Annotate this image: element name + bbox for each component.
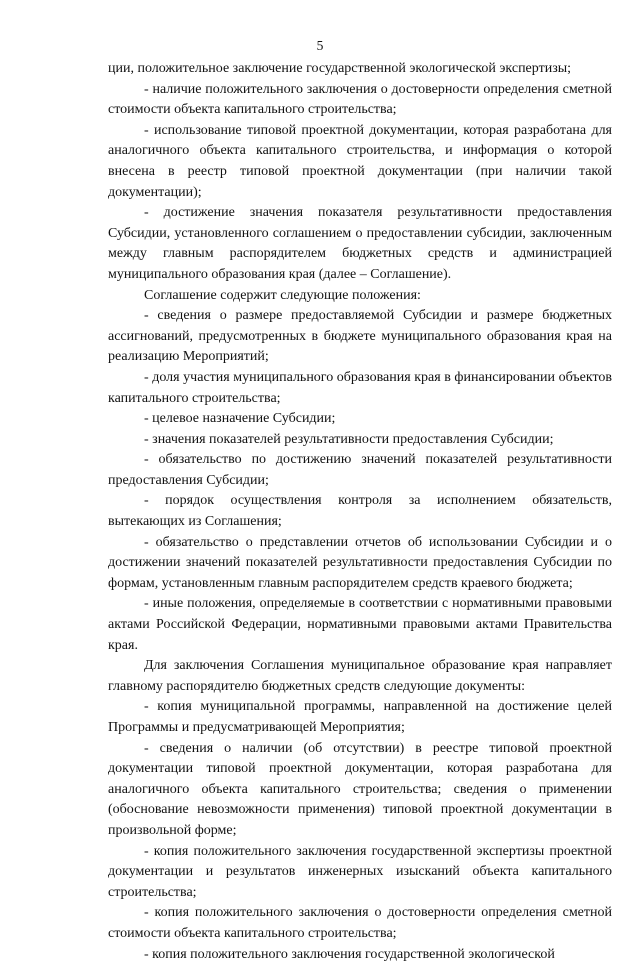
- paragraph-continuation: ции, положительное заключение государственной экологической экспертизы;: [108, 61, 572, 76]
- paragraph: - порядок осуществления контроля за исполнением обязательств, вытекающих из Соглашения;: [108, 493, 612, 530]
- paragraph: - доля участия муниципального образования края в финансировании объектов капитального строительства;: [108, 369, 612, 406]
- paragraph: - обязательство по достижению значений показателей результативности предоставления Субсидии;: [108, 452, 612, 488]
- paragraph: - достижение значения показателя результативности предоставления Субсидии, установленного соглашением о предоставлении субсидии, заключенным между главным распорядителем бюджетных средств и администрацией муниципального образования края (далее – Соглашение).: [108, 205, 612, 282]
- paragraph: - копия положительного заключения государственной экспертизы проектной документации и результатов инженерных изысканий объекта капитального строительства;: [108, 843, 612, 900]
- paragraph: - копия положительного заключения государственной экологической: [144, 946, 555, 962]
- paragraph: - целевое назначение Субсидии;: [144, 411, 336, 427]
- paragraph: - копия муниципальной программы, направленной на достижение целей Программы и предусматривающей Мероприятия;: [108, 699, 612, 735]
- paragraph: Соглашение содержит следующие положения:: [144, 287, 421, 303]
- paragraph: - значения показателей результативности предоставления Субсидии;: [144, 431, 554, 447]
- document-body: [108, 59, 612, 965]
- paragraph: - сведения о размере предоставляемой Субсидии и размере бюджетных ассигнований, предусмотренных в бюджете муниципального образования края на реализацию Мероприятий;: [108, 308, 612, 365]
- paragraph: - обязательство о представлении отчетов об использовании Субсидии и о достижении значений показателей результативности предоставления Субсидии по формам, установленным главным распорядителем средств краевого бюджета;: [108, 534, 612, 591]
- page-number: 5: [316, 38, 324, 53]
- paragraph: - наличие положительного заключения о достоверности определения сметной стоимости объекта капитального строительства;: [108, 81, 612, 118]
- paragraph: Для заключения Соглашения муниципальное образование края направляет главному распорядителю бюджетных средств следующие документы:: [108, 658, 612, 694]
- paragraph: - копия положительного заключения о достоверности определения сметной стоимости объекта капитального строительства;: [108, 905, 612, 941]
- paragraph: - использование типовой проектной документации, которая разработана для аналогичного объекта капитального строительства, и информация о которой внесена в реестр типовой проектной документации (при наличии такой документации);: [108, 122, 612, 200]
- paragraph: - иные положения, определяемые в соответствии с нормативными правовыми актами Российской Федерации, нормативными правовыми актами Правительства края.: [108, 596, 612, 653]
- paragraph: - сведения о наличии (об отсутствии) в реестре типовой проектной документации типовой проектной документации, которая разработана для аналогичного объекта капитального строительства; сведения о применении (обоснование невозможности применения) типовой проектной документации в произвольной форме;: [108, 740, 612, 838]
